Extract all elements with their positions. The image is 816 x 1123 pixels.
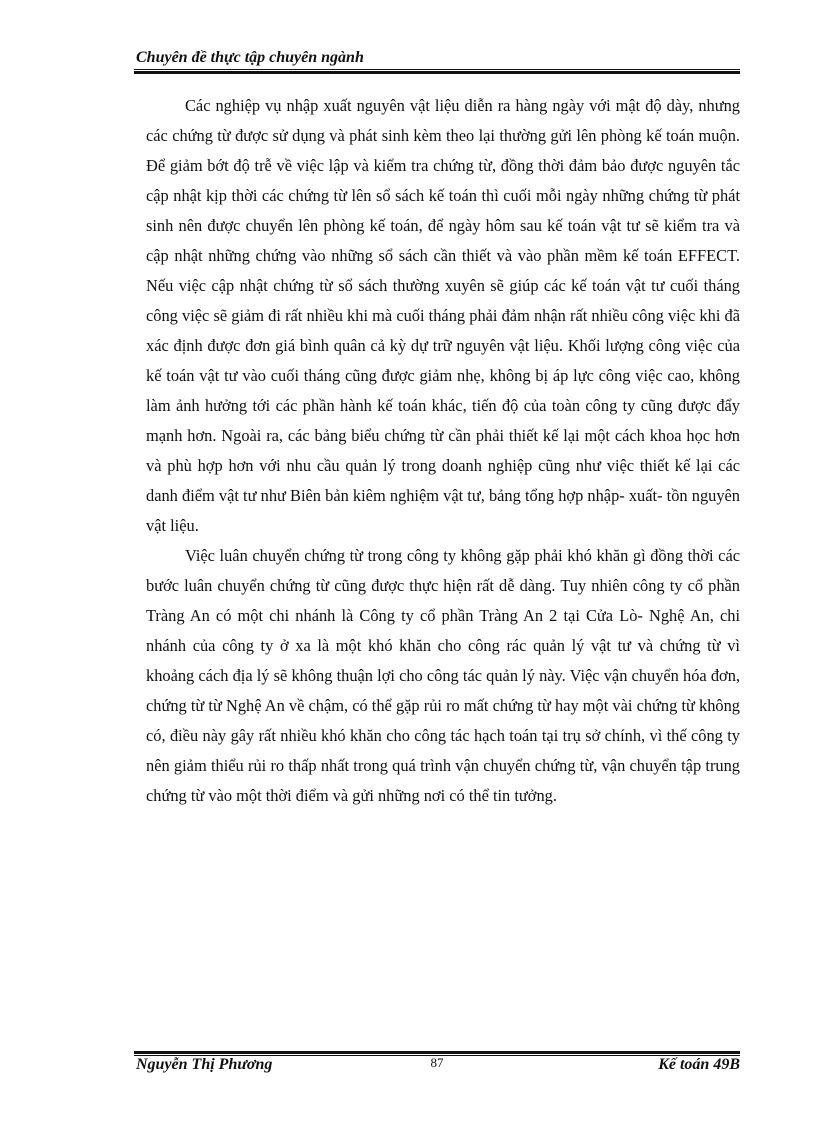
footer-class-name: Kế toán 49B — [658, 1056, 740, 1073]
body-paragraph-1: Các nghiệp vụ nhập xuất nguyên vật liệu diễn ra hàng ngày với mật độ dày, nhưng các chứng từ được sử dụng và phát sinh kèm theo lại thường gửi lên phòng kế toán muộn. Để giảm bớt độ trễ về việc lập và kiểm tra chứng từ, đồng thời đảm bảo được nguyên tắc cập nhật kịp thời các chứng từ lên sổ sách kế toán thì cuối mỗi ngày những chứng từ phát sinh nên được chuyển lên phòng kế toán, để ngày hôm sau kế toán vật tư sẽ kiểm tra và cập nhật những chứng vào những sổ sách cần thiết và vào phần mềm kế toán EFFECT. Nếu việc cập nhật chứng từ sổ sách thường xuyên sẽ giúp các kế toán vật tư cuối tháng công việc sẽ giảm đi rất nhiều khi mà cuối tháng phải đảm nhận rất nhiều công việc khi đã xác định được đơn giá bình quân cả kỳ dự trữ nguyên vật liệu. Khối lượng công việc của kế toán vật tư vào cuối tháng cũng được giảm nhẹ, không bị áp lực công việc cao, không làm ảnh hưởng tới các phần hành kế toán khác, tiến độ của toàn công ty cũng được đẩy mạnh hơn. Ngoài ra, các bảng biểu chứng từ cần phải thiết kế lại một cách khoa học hơn và phù hợp hơn với nhu cầu quản lý trong doanh nghiệp cũng như việc thiết kế lại các danh điểm vật tư như Biên bản kiêm nghiệm vật tư, bảng tổng hợp nhập- xuất- tồn nguyên vật liệu. — [146, 96, 740, 535]
page-number: 87 — [430, 1055, 444, 1070]
body-paragraph-2: Việc luân chuyển chứng từ trong công ty không gặp phải khó khăn gì đồng thời các bước luân chuyển chứng từ cũng được thực hiện rất dễ dàng. Tuy nhiên công ty cổ phần Tràng An có một chi nhánh là Công ty cổ phần Tràng An 2 tại Cửa Lò- Nghệ An, chi nhánh của công ty ở xa là một khó khăn cho công rác quản lý vật tư và chứng từ vì khoảng cách địa lý sẽ không thuận lợi cho công tác quản lý này. Việc vận chuyển hóa đơn, chứng từ từ Nghệ An về chậm, có thể gặp rủi ro mất chứng từ hay một vài chứng từ không có, điều này gây rất nhiều khó khăn cho công tác hạch toán tại trụ sở chính, vì thế công ty nên giảm thiểu rủi ro thấp nhất trong quá trình vận chuyển chứng từ, vận chuyển tập trung chứng từ vào một thời điểm và gửi những nơi có thể tin tưởng. — [146, 546, 740, 805]
header-rule-thick — [134, 71, 740, 74]
footer-author-name: Nguyễn Thị Phương — [136, 1056, 273, 1073]
document-body — [146, 91, 740, 811]
footer-rule-thick — [134, 1051, 740, 1054]
header-rule-thin — [134, 69, 740, 70]
page-header-title: Chuyên đề thực tập chuyên ngành — [136, 49, 364, 66]
